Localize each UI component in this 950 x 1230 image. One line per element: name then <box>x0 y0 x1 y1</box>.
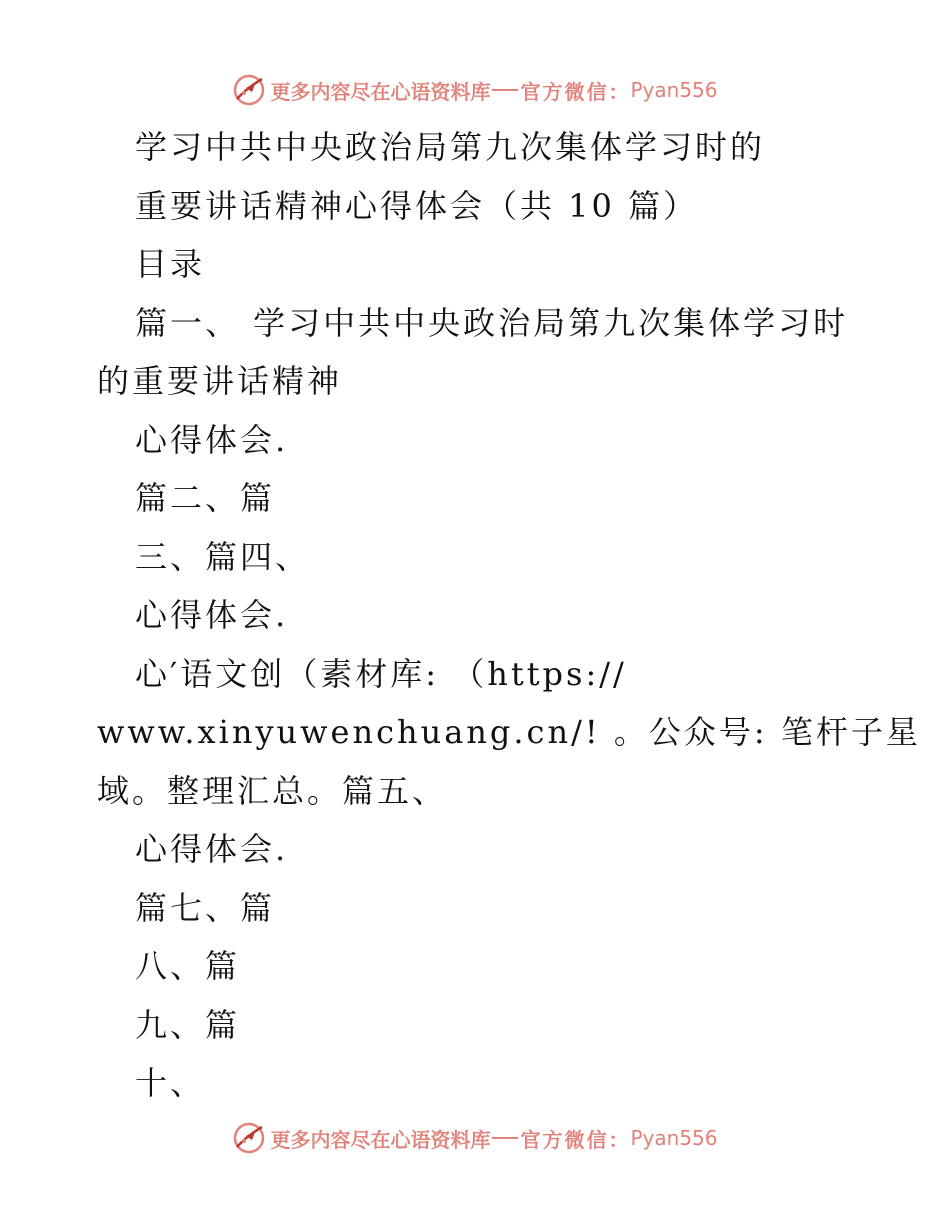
banner-dash <box>492 1137 518 1139</box>
document-line: 九、篇 <box>135 1005 241 1044</box>
document-line: 域。整理汇总。篇五、 <box>97 771 448 810</box>
document-line: 重要讲话精神心得体会（共 10 篇） <box>135 186 699 225</box>
document-line: 篇一、 学习中共中央政治局第九次集体学习时 <box>135 303 849 342</box>
document-line: 的重要讲话精神 <box>97 362 343 400</box>
header-banner <box>0 70 950 110</box>
banner-official-label: 官方微信： <box>520 79 631 104</box>
document-line: 目录 <box>135 245 206 283</box>
document-line: 心得体会. <box>135 830 289 868</box>
document-line: 心得体会. <box>135 596 289 634</box>
document-line: 三、篇四、 <box>135 537 311 576</box>
banner-official-label: 官方微信： <box>520 1127 631 1152</box>
banner-text: 更多内容尽在心语资料库 <box>270 79 491 104</box>
banner-dash <box>492 89 518 91</box>
document-line: 心′语文创（素材库: （https:// <box>135 654 627 693</box>
document-line: 篇二、篇 <box>135 479 276 517</box>
pen-logo-icon <box>232 1121 266 1155</box>
document-line: 学习中共中央政治局第九次集体学习时的 <box>135 128 766 166</box>
footer-banner <box>0 1118 950 1158</box>
document-line: www.xinyuwenchuang.cn/! 。公众号: 笔杆子星 <box>97 713 921 751</box>
pen-logo-icon <box>232 73 266 107</box>
banner-wechat-id: Pyan556 <box>630 1126 718 1150</box>
document-body <box>97 118 921 1113</box>
banner-text: 更多内容尽在心语资料库 <box>270 1127 491 1152</box>
document-line: 篇七、篇 <box>135 888 276 927</box>
document-line: 十、 <box>135 1064 206 1102</box>
document-line: 心得体会. <box>135 420 289 459</box>
document-line: 八、篇 <box>135 947 241 985</box>
banner-wechat-id: Pyan556 <box>630 78 718 102</box>
